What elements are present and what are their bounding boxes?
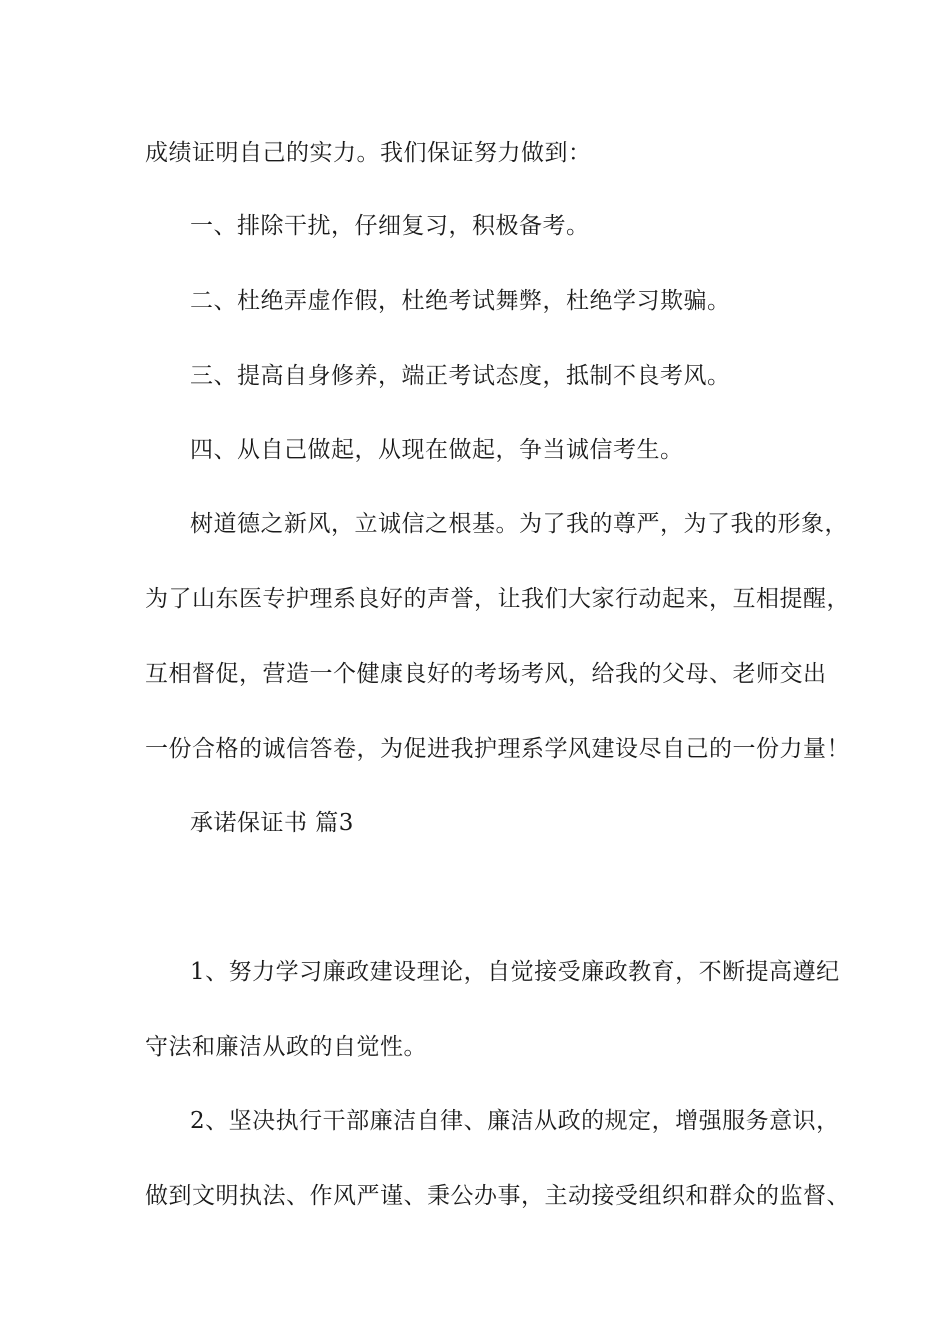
paragraph-line: 树道德之新风，立诚信之根基。为了我的尊严，为了我的形象， — [190, 511, 848, 537]
paragraph-line: 一份合格的诚信答卷，为促进我护理系学风建设尽自己的一份力量！ — [145, 736, 850, 762]
pledge-item-2: 二、杜绝弄虚作假，杜绝考试舞弊，杜绝学习欺骗。 — [190, 288, 731, 314]
paragraph-line: 成绩证明自己的实力。我们保证努力做到： — [145, 140, 592, 166]
paragraph-line: 做到文明执法、作风严谨、秉公办事，主动接受组织和群众的监督、 — [145, 1183, 850, 1209]
paragraph-line: 2、坚决执行干部廉洁自律、廉洁从政的规定，增强服务意识， — [190, 1108, 840, 1134]
pledge-item-3: 三、提高自身修养，端正考试态度，抵制不良考风。 — [190, 363, 731, 389]
paragraph-line: 互相督促，营造一个健康良好的考场考风，给我的父母、老师交出 — [145, 661, 827, 687]
section-heading: 承诺保证书 篇3 — [190, 810, 354, 836]
paragraph-line: 为了山东医专护理系良好的声誉，让我们大家行动起来，互相提醒， — [145, 586, 850, 612]
paragraph-line: 守法和廉洁从政的自觉性。 — [145, 1034, 427, 1060]
paragraph-line: 1、努力学习廉政建设理论，自觉接受廉政教育，不断提高遵纪 — [190, 959, 840, 985]
pledge-item-4: 四、从自己做起，从现在做起，争当诚信考生。 — [190, 437, 684, 463]
pledge-item-1: 一、排除干扰，仔细复习，积极备考。 — [190, 213, 590, 239]
